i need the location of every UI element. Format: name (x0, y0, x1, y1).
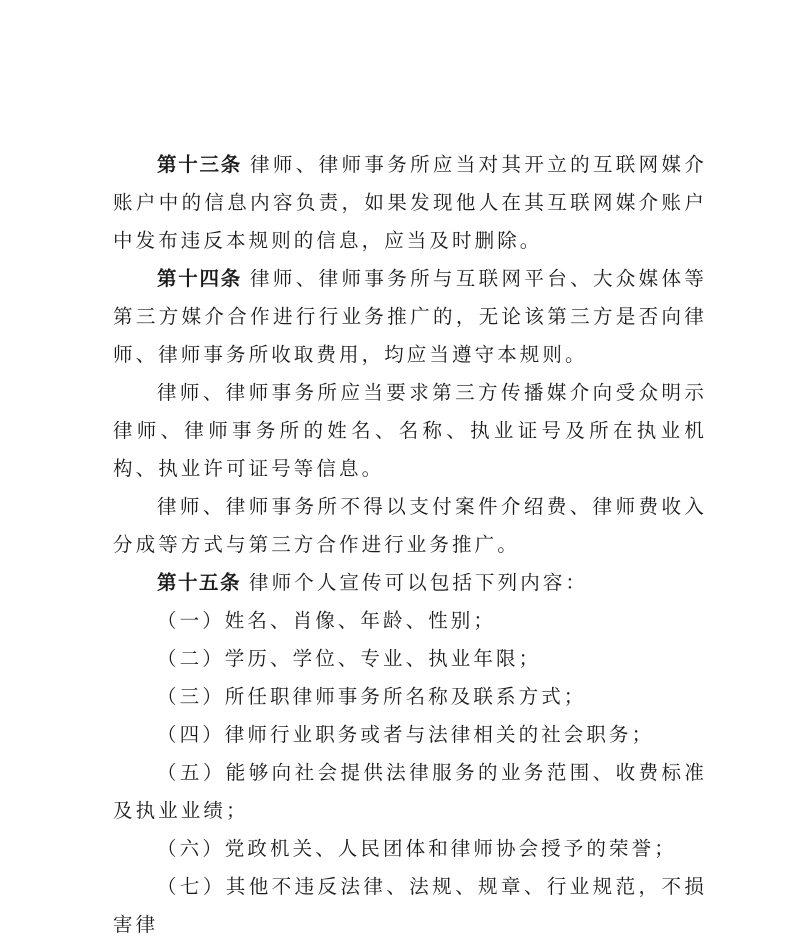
list-item: （四）律师行业职务或者与法律相关的社会职务； (157, 723, 655, 746)
article-14-text: 律师、律师事务所与互联网平台、大众媒体等第三方媒介合作进行行业务推广的，无论该第三方是否向律师、律师事务所收取费用，均应当遵守本规则。 (113, 267, 707, 366)
article-14-paragraph-3: 律师、律师事务所不得以支付案件介绍费、律师费收入分成等方式与第三方合作进行业务推广。 (113, 495, 707, 556)
list-item: （七）其他不违反法律、法规、规章、行业规范，不损害律 (113, 875, 707, 936)
list-item: （三）所任职律师事务所名称及联系方式； (157, 685, 587, 708)
article-15-text: 律师个人宣传可以包括下列内容： (249, 571, 589, 594)
document-body (113, 146, 707, 944)
article-15-paragraph (113, 564, 707, 602)
article-15-heading: 第十五条 (157, 571, 242, 594)
list-item: （六）党政机关、人民团体和律师协会授予的荣誉； (157, 837, 677, 860)
article-14-paragraph-2: 律师、律师事务所应当要求第三方传播媒介向受众明示律师、律师事务所的姓名、名称、执业证号及所在执业机构、执业许可证号等信息。 (113, 381, 707, 480)
article-14-heading: 第十四条 (157, 267, 243, 290)
list-item: （二）学历、学位、专业、执业年限； (157, 647, 542, 670)
article-13-heading: 第十三条 (157, 153, 243, 176)
article-13-paragraph (113, 146, 707, 260)
article-14-paragraph (113, 260, 707, 374)
list-item: （五）能够向社会提供法律服务的业务范围、收费标准及执业业绩； (113, 761, 707, 822)
list-item: （一）姓名、肖像、年龄、性别； (157, 609, 497, 632)
article-13-text: 律师、律师事务所应当对其开立的互联网媒介账户中的信息内容负责，如果发现他人在其互联网媒介账户中发布违反本规则的信息，应当及时删除。 (113, 153, 707, 252)
